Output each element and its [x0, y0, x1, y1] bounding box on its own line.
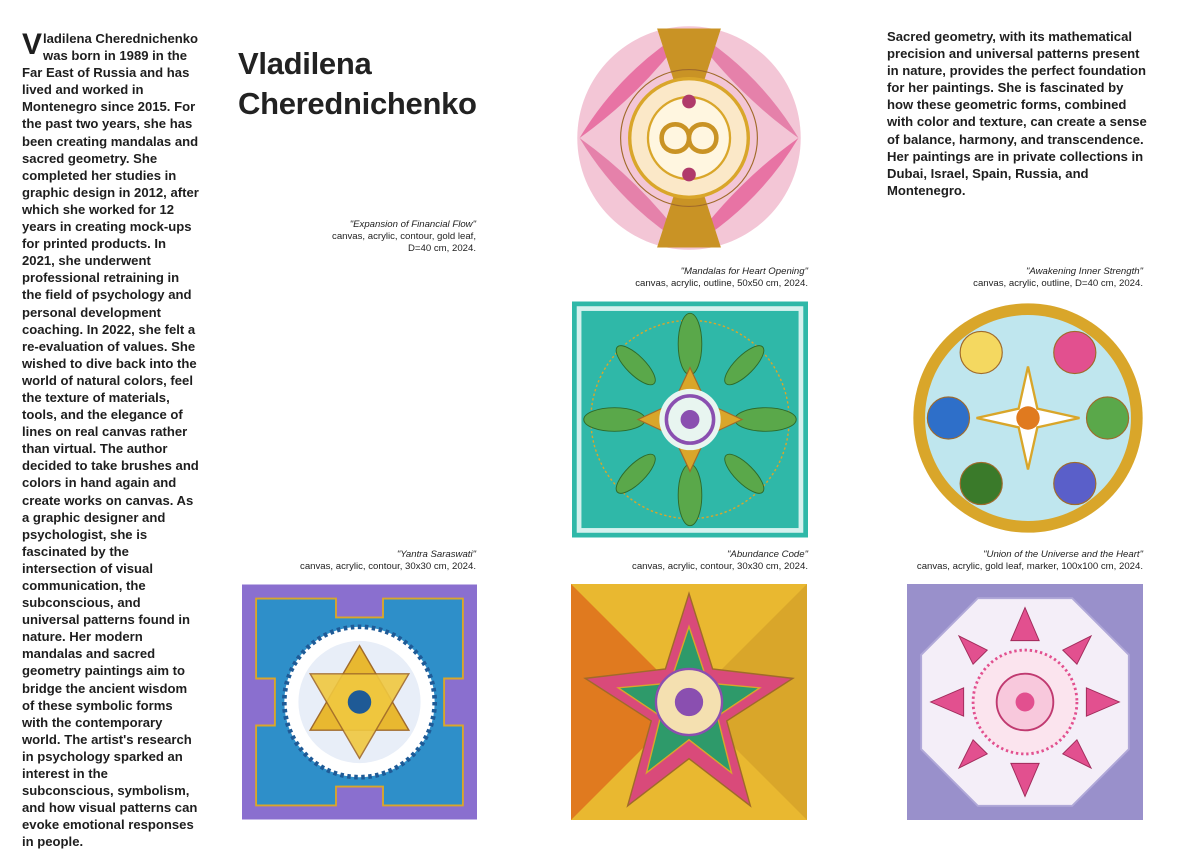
artwork-medium: canvas, acrylic, contour, 30x30 cm, 2024. — [632, 561, 808, 572]
artwork-caption-union — [895, 549, 1143, 573]
artwork-title: "Mandalas for Heart Opening" — [680, 266, 808, 277]
artwork-title: "Expansion of Financial Flow" — [349, 219, 476, 230]
artwork-medium: canvas, acrylic, outline, D=40 cm, 2024. — [973, 278, 1143, 289]
artwork-image-expansion — [575, 24, 803, 252]
intro-text: Sacred geometry, with its mathematical precision and universal patterns present in nature, provides the perfect foundation for her paintings. She is fascinated by how these geometric forms, combined with color and texture, can create a sense of balance, harmony, and transcendence. Her paintings are in private collections in Dubai, Israel, Spain, Russia, and Montenegro. — [887, 29, 1147, 198]
artwork-caption-inner-strength — [915, 266, 1143, 290]
bio-text: ladilena Cherednichenko was born in 1989 in the Far East of Russia and has lived and worked in Montenegro since 2015. For the past two years, she has been creating mandalas and sacred geometry. She completed her studies in graphic design in 2012, after which she worked for 12 years in creating mock-ups for printed products. In 2021, she underwent professional retraining in the field of psychology and personal development coaching. In 2022, she felt a re-evaluation of values. She wished to dive back into the world of natural colors, feel the texture of materials, tools, and the elegance of lines on real canvas rather than virtual. The author decided to take brushes and colors in hand again and create works on canvas. As a graphic designer and psychologist, she is fascinated by the intersection of visual communication, the subconscious, and universal patterns found in nature. Her modern mandalas and sacred geometry paintings aim to bridge the ancient wisdom of these symbolic forms with the contemporary world. The artist's research in psychology sparked an interest in the subconscious, symbolism, and how visual patterns can evoke emotional responses in people. — [22, 31, 199, 850]
artwork-medium: canvas, acrylic, gold leaf, marker, 100x100 cm, 2024. — [916, 561, 1143, 572]
artwork-image-inner-strength — [911, 301, 1145, 535]
page-title: Vladilena Cherednichenko — [238, 46, 477, 121]
artwork-title: "Union of the Universe and the Heart" — [983, 549, 1143, 560]
artwork-image-abundance — [570, 584, 808, 820]
artwork-medium: canvas, acrylic, contour, 30x30 cm, 2024. — [300, 561, 476, 572]
artwork-medium-2: D=40 cm, 2024. — [408, 243, 476, 254]
artwork-caption-abundance — [580, 549, 808, 573]
bio-drop-cap: V — [22, 28, 43, 61]
artwork-image-heart-opening — [572, 301, 808, 538]
artwork-title: "Abundance Code" — [727, 549, 808, 560]
artwork-medium: canvas, acrylic, outline, 50x50 cm, 2024. — [635, 278, 808, 289]
artwork-title: "Awakening Inner Strength" — [1025, 266, 1143, 277]
artwork-title: "Yantra Saraswati" — [396, 549, 476, 560]
artwork-caption-expansion — [280, 219, 476, 255]
artwork-image-yantra — [242, 584, 477, 820]
artwork-caption-heart-opening — [580, 266, 808, 290]
artwork-image-union — [907, 584, 1143, 820]
artwork-caption-yantra — [250, 549, 476, 573]
artist-bio — [22, 30, 200, 851]
artwork-medium: canvas, acrylic, contour, gold leaf, — [332, 231, 476, 242]
